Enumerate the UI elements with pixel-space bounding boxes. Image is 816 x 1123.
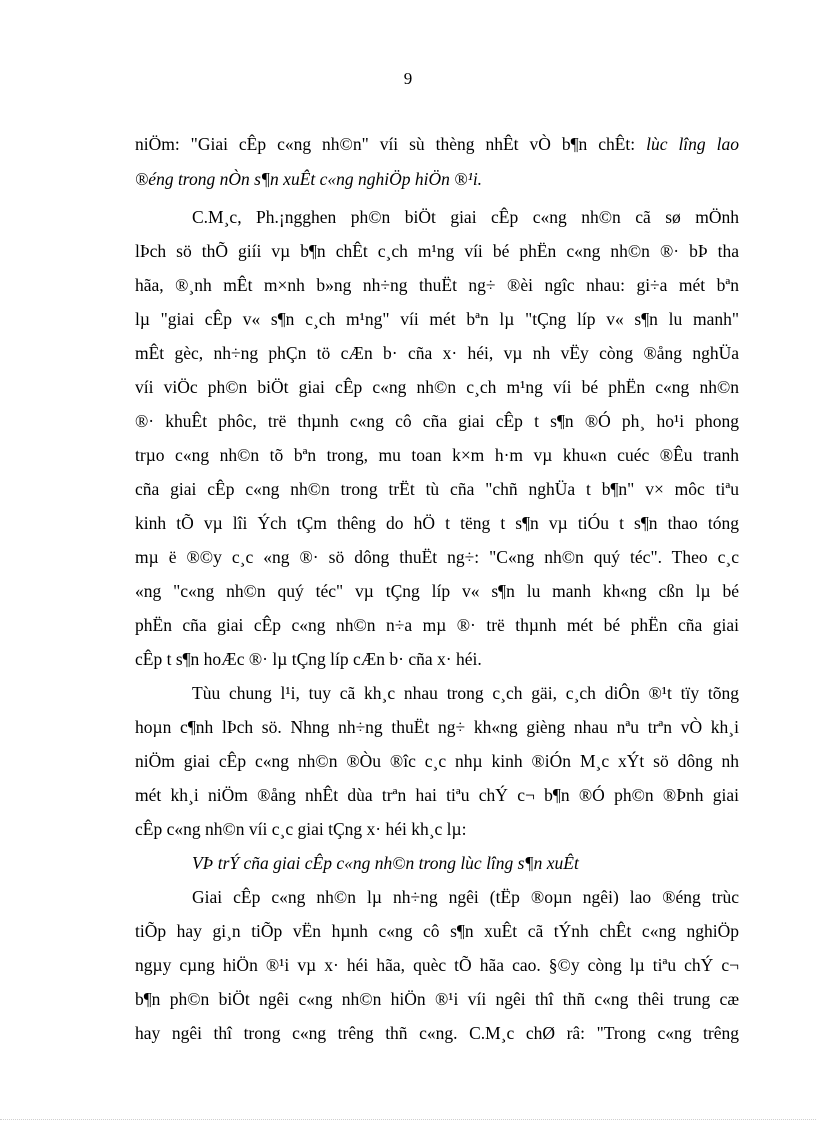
italic-text-run: lùc lîng lao (646, 134, 739, 154)
text-line (135, 168, 739, 190)
text-line (192, 886, 739, 908)
text-line (135, 410, 739, 432)
text-line (192, 682, 739, 704)
text-run: C.M¸c, Ph.¡ngghen ph©n biÖt giai cÊp c«ng nh©n cã sø mÖnh (192, 207, 739, 227)
text-run: hoµn c¶nh lÞch sö. Nhng nh÷ng thuËt ng÷ kh«ng gièng nhau nªu trªn vÒ kh¸i (135, 717, 739, 737)
text-run: cña giai cÊp c«ng nh©n trong trËt tù cña "chñ nghÜa t b¶n" v× môc tiªu (135, 479, 739, 499)
italic-text-run: ®éng trong nÒn s¶n xuÊt c«ng nghiÖp hiÖn ®¹i. (135, 169, 483, 189)
text-line (135, 240, 739, 262)
text-line (135, 376, 739, 398)
text-line (135, 954, 739, 976)
text-run: mÊt gèc, nh÷ng phÇn tö cÆn b· cña x· héi, vµ nh vËy còng ®ång nghÜa (135, 343, 739, 363)
text-line (135, 512, 739, 534)
text-run: ngµy cµng hiÖn ®¹i vµ x· héi hãa, quèc tÕ hãa cao. §©y còng lµ tiªu chÝ c¬ (135, 955, 739, 975)
text-run: hay ngêi thî trong c«ng trêng thñ c«ng. C.M¸c chØ râ: "Trong c«ng trêng (135, 1023, 739, 1043)
text-run: lµ "giai cÊp v« s¶n c¸ch m¹ng" víi mét bªn lµ "tÇng líp v« s¶n lu manh" (135, 309, 739, 329)
text-line (135, 444, 739, 466)
page-bottom-divider (0, 1119, 816, 1120)
text-line (135, 133, 739, 155)
text-line (135, 274, 739, 296)
text-line (135, 716, 739, 738)
text-run: cÊp t s¶n hoÆc ®· lµ tÇng líp cÆn b· cña x· héi. (135, 649, 482, 669)
text-line (135, 750, 739, 772)
text-run: niÖm giai cÊp c«ng nh©n ®Òu ®îc c¸c nhµ kinh ®iÓn M¸c xÝt sö dông nh (135, 751, 739, 771)
text-line (135, 920, 739, 942)
text-run: mµ ë ®©y c¸c «ng ®· sö dông thuËt ng÷: "C«ng nh©n quý téc". Theo c¸c (135, 547, 739, 567)
text-line (135, 546, 739, 568)
text-line (135, 308, 739, 330)
text-run: Tùu chung l¹i, tuy cã kh¸c nhau trong c¸ch gäi, c¸ch diÔn ®¹t tïy tõng (192, 683, 739, 703)
text-run: niÖm: "Giai cÊp c«ng nh©n" víi sù thèng nhÊt vÒ b¶n chÊt: (135, 134, 647, 154)
text-run: ®· khuÊt phôc, trë thµnh c«ng cô cña giai cÊp t s¶n ®Ó ph¸ ho¹i phong (135, 411, 739, 431)
italic-text-run: VÞ trÝ cña giai cÊp c«ng nh©n trong lùc lîng s¶n xuÊt (192, 853, 579, 873)
text-run: lÞch sö thÕ giíi vµ b¶n chÊt c¸ch m¹ng víi bé phËn c«ng nh©n ®· bÞ tha (135, 241, 739, 261)
text-run: hãa, ®¸nh mÊt m×nh b»ng nh÷ng thuËt ng÷ ®èi ngîc nhau: gi÷a mét bªn (135, 275, 739, 295)
text-run: Giai cÊp c«ng nh©n lµ nh÷ng ngêi (tËp ®oµn ngêi) lao ®éng trùc (192, 887, 739, 907)
text-line (135, 1022, 739, 1044)
text-line (135, 342, 739, 364)
text-line (135, 580, 739, 602)
text-run: «ng "c«ng nh©n quý téc" vµ tÇng líp v« s¶n lu manh kh«ng cßn lµ bé (135, 581, 739, 601)
text-run: mét kh¸i niÖm ®ång nhÊt dùa trªn hai tiªu chÝ c¬ b¶n ®Ó ph©n ®Þnh giai (135, 785, 739, 805)
text-line (135, 988, 739, 1010)
text-line (135, 784, 739, 806)
text-line (135, 818, 739, 840)
text-run: kinh tÕ vµ lîi Ých tÇm thêng do hÖ t tëng t s¶n vµ tiÓu t s¶n thao tóng (135, 513, 739, 533)
page-number: 9 (403, 69, 413, 88)
text-line (192, 206, 739, 228)
text-run: cÊp c«ng nh©n víi c¸c giai tÇng x· héi kh¸c lµ: (135, 819, 467, 839)
text-run: tiÕp hay gi¸n tiÕp vËn hµnh c«ng cô s¶n xuÊt cã tÝnh chÊt c«ng nghiÖp (135, 921, 739, 941)
text-run: b¶n ph©n biÖt ngêi c«ng nh©n hiÖn ®¹i víi ngêi thî thñ c«ng thêi trung cæ (135, 989, 739, 1009)
text-run: trµo c«ng nh©n tõ bªn trong, mu toan k×m h·m vµ khu«n cuéc ®Êu tranh (135, 445, 739, 465)
text-run: víi viÖc ph©n biÖt giai cÊp c«ng nh©n c¸ch m¹ng víi bé phËn c«ng nh©n (135, 377, 739, 397)
text-run: phËn cña giai cÊp c«ng nh©n n÷a mµ ®· trë thµnh mét bé phËn cña giai (135, 615, 739, 635)
text-line (135, 648, 739, 670)
text-line (135, 614, 739, 636)
text-line (192, 852, 739, 874)
text-line (135, 478, 739, 500)
